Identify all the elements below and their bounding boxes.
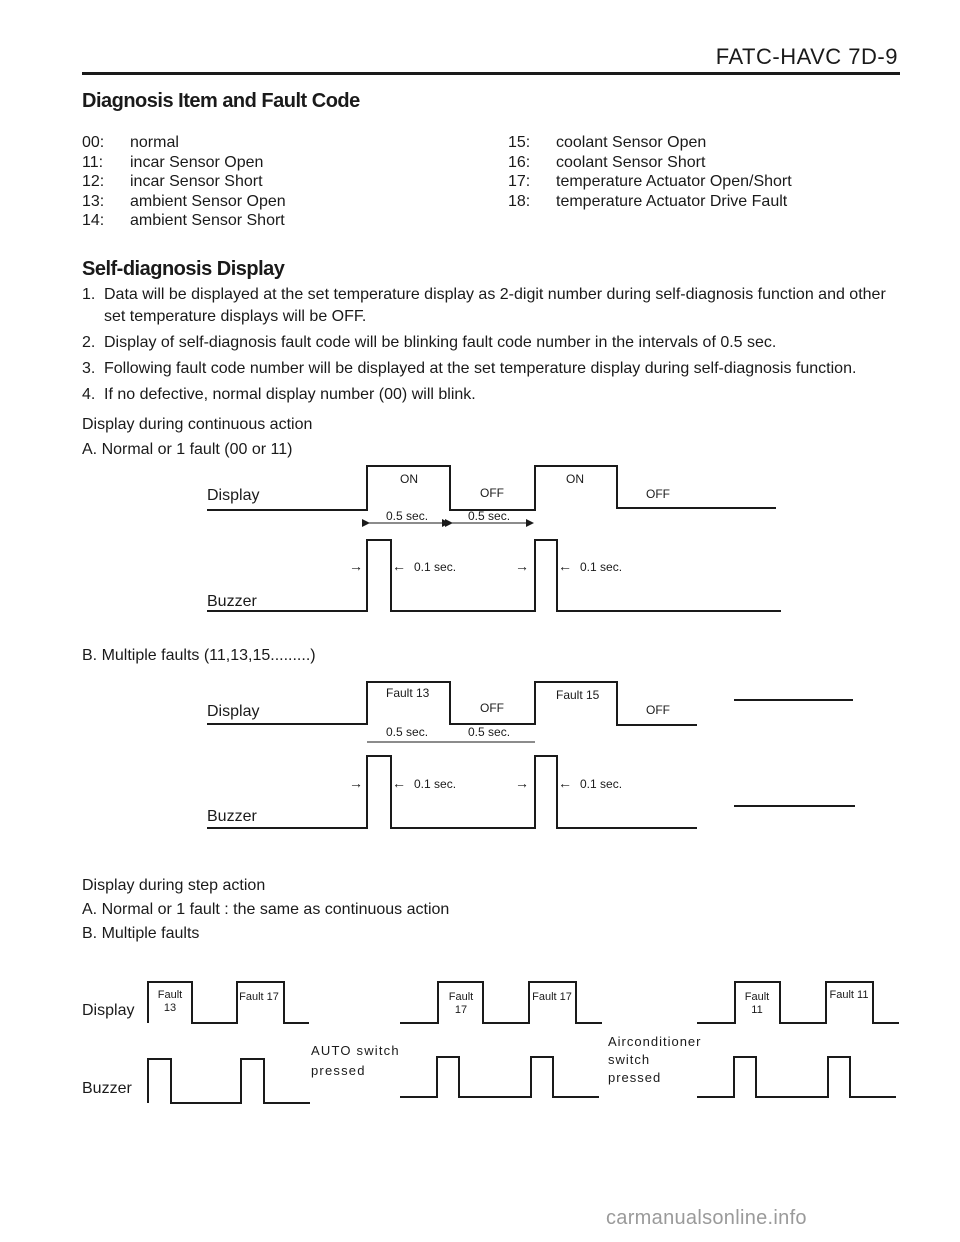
step-item: 2. Display of self-diagnosis fault code will be blinking fault code number in the intervals of 0.5 sec. — [82, 334, 777, 351]
step-a-label: A. Normal or 1 fault : the same as continuous action — [82, 901, 450, 918]
diagram-a-t2: 0.5 sec. — [468, 509, 511, 523]
diagram-c-g2-buzzer — [400, 1057, 599, 1097]
diagram-c-g2-f2: Fault 17 — [532, 991, 572, 1003]
fault-code-row: 14: ambient Sensor Short — [82, 212, 285, 229]
diagram-c-g2-f1a: Fault — [448, 991, 474, 1003]
diagram-c-auto-2: pressed — [311, 1063, 366, 1078]
diagram-c-g1-f1a: Fault — [157, 989, 183, 1001]
diagram-a — [207, 466, 781, 611]
diagram-b-display-label: Display — [207, 703, 260, 720]
diagram-b-off2: OFF — [646, 703, 670, 717]
diagram-c-air-1: Airconditioner — [608, 1034, 702, 1049]
diagram-a-off1: OFF — [480, 486, 504, 500]
diagram-c-g1-buzzer — [148, 1059, 310, 1103]
diagram-c-g3-f1a: Fault — [744, 991, 770, 1003]
fault-code-row: 15: coolant Sensor Open — [508, 134, 707, 151]
fault-code-row: 17: temperature Actuator Open/Short — [508, 173, 792, 190]
arrow-left-icon: ← — [558, 558, 572, 574]
continuous-heading: Display during continuous action — [82, 416, 313, 433]
diagram-b-b1: 0.1 sec. — [414, 777, 457, 791]
step-item: 3. Following fault code number will be displayed at the set temperature display during self-diagnosis function. — [82, 360, 857, 377]
arrow-left-icon: ← — [392, 775, 406, 791]
diagram-b-f2: Fault 15 — [556, 688, 600, 702]
continuous-a-label: A. Normal or 1 fault (00 or 11) — [82, 441, 293, 458]
diagram-b-display-waveform — [207, 682, 697, 725]
diagram-a-off2: OFF — [646, 487, 670, 501]
fault-code-row: 16: coolant Sensor Short — [508, 153, 706, 171]
diagram-c-g1-f1b: 13 — [163, 1002, 177, 1014]
diagram-c-buzzer-label: Buzzer — [82, 1080, 132, 1097]
diagram-b-t2: 0.5 sec. — [468, 725, 511, 739]
section-title-fault-codes: Diagnosis Item and Fault Code — [82, 90, 360, 112]
diagram-a-b1: 0.1 sec. — [414, 560, 457, 574]
step-item: 1. Data will be displayed at the set temperature display as 2-digit number during self-diagnosis function and other set temperature displays will be OFF. — [82, 286, 886, 325]
diagram-c-g3-f1b: 11 — [751, 1004, 763, 1016]
fault-code-row: 18: temperature Actuator Drive Fault — [508, 192, 788, 210]
fault-code-row: 13: ambient Sensor Open — [82, 192, 286, 210]
step-b-label: B. Multiple faults — [82, 925, 200, 942]
arrow-right-icon: → — [349, 558, 363, 574]
diagram-a-on1: ON — [400, 472, 418, 486]
arrow-left-icon: ← — [392, 558, 406, 574]
arrow-left-icon: ← — [558, 775, 572, 791]
diagram-c-air-2: switch — [608, 1052, 651, 1067]
diagram-b-off1: OFF — [480, 701, 504, 715]
diagram-b-f1: Fault 13 — [386, 686, 430, 700]
arrow-right-icon: → — [515, 775, 529, 791]
page-header-title: FATC-HAVC 7D-9 — [715, 44, 898, 69]
diagram-b-buzzer-label: Buzzer — [207, 808, 257, 825]
fault-code-row: 12: incar Sensor Short — [82, 173, 263, 190]
diagram-b — [207, 682, 855, 828]
step-heading: Display during step action — [82, 877, 266, 894]
diagram-a-on2: ON — [566, 472, 584, 486]
diagram-c — [82, 982, 899, 1103]
fault-code-row: 11: incar Sensor Open — [82, 153, 264, 171]
fault-code-row: 00: normal — [82, 134, 179, 151]
diagram-c-air-3: pressed — [608, 1070, 662, 1085]
continuous-b-label: B. Multiple faults (11,13,15.........) — [82, 647, 316, 664]
diagram-c-g3-display — [697, 982, 899, 1023]
diagram-a-t1: 0.5 sec. — [386, 509, 429, 523]
diagram-c-g2-f1b: 17 — [454, 1004, 468, 1016]
diagram-c-g1-f2: Fault 17 — [239, 991, 279, 1003]
diagram-c-display-label: Display — [82, 1002, 135, 1019]
diagram-b-b2: 0.1 sec. — [580, 777, 623, 791]
diagram-a-buzzer-label: Buzzer — [207, 593, 257, 610]
diagram-a-display-label: Display — [207, 487, 260, 504]
diagram-c-g3-buzzer — [697, 1057, 896, 1097]
diagram-b-t1: 0.5 sec. — [386, 725, 429, 739]
diagram-a-buzzer-waveform — [207, 540, 781, 611]
step-item: 4. If no defective, normal display number (00) will blink. — [82, 386, 476, 403]
diagram-b-buzzer-waveform — [207, 756, 697, 828]
arrow-right-icon: → — [349, 775, 363, 791]
diagram-a-b2: 0.1 sec. — [580, 560, 623, 574]
watermark: carmanualsonline.info — [606, 1207, 807, 1229]
diagram-c-g3-f2: Fault 11 — [829, 989, 869, 1001]
section-title-self-diagnosis: Self-diagnosis Display — [82, 258, 285, 280]
arrow-right-icon: → — [515, 558, 529, 574]
diagram-c-auto-1: AUTO switch — [311, 1043, 400, 1058]
